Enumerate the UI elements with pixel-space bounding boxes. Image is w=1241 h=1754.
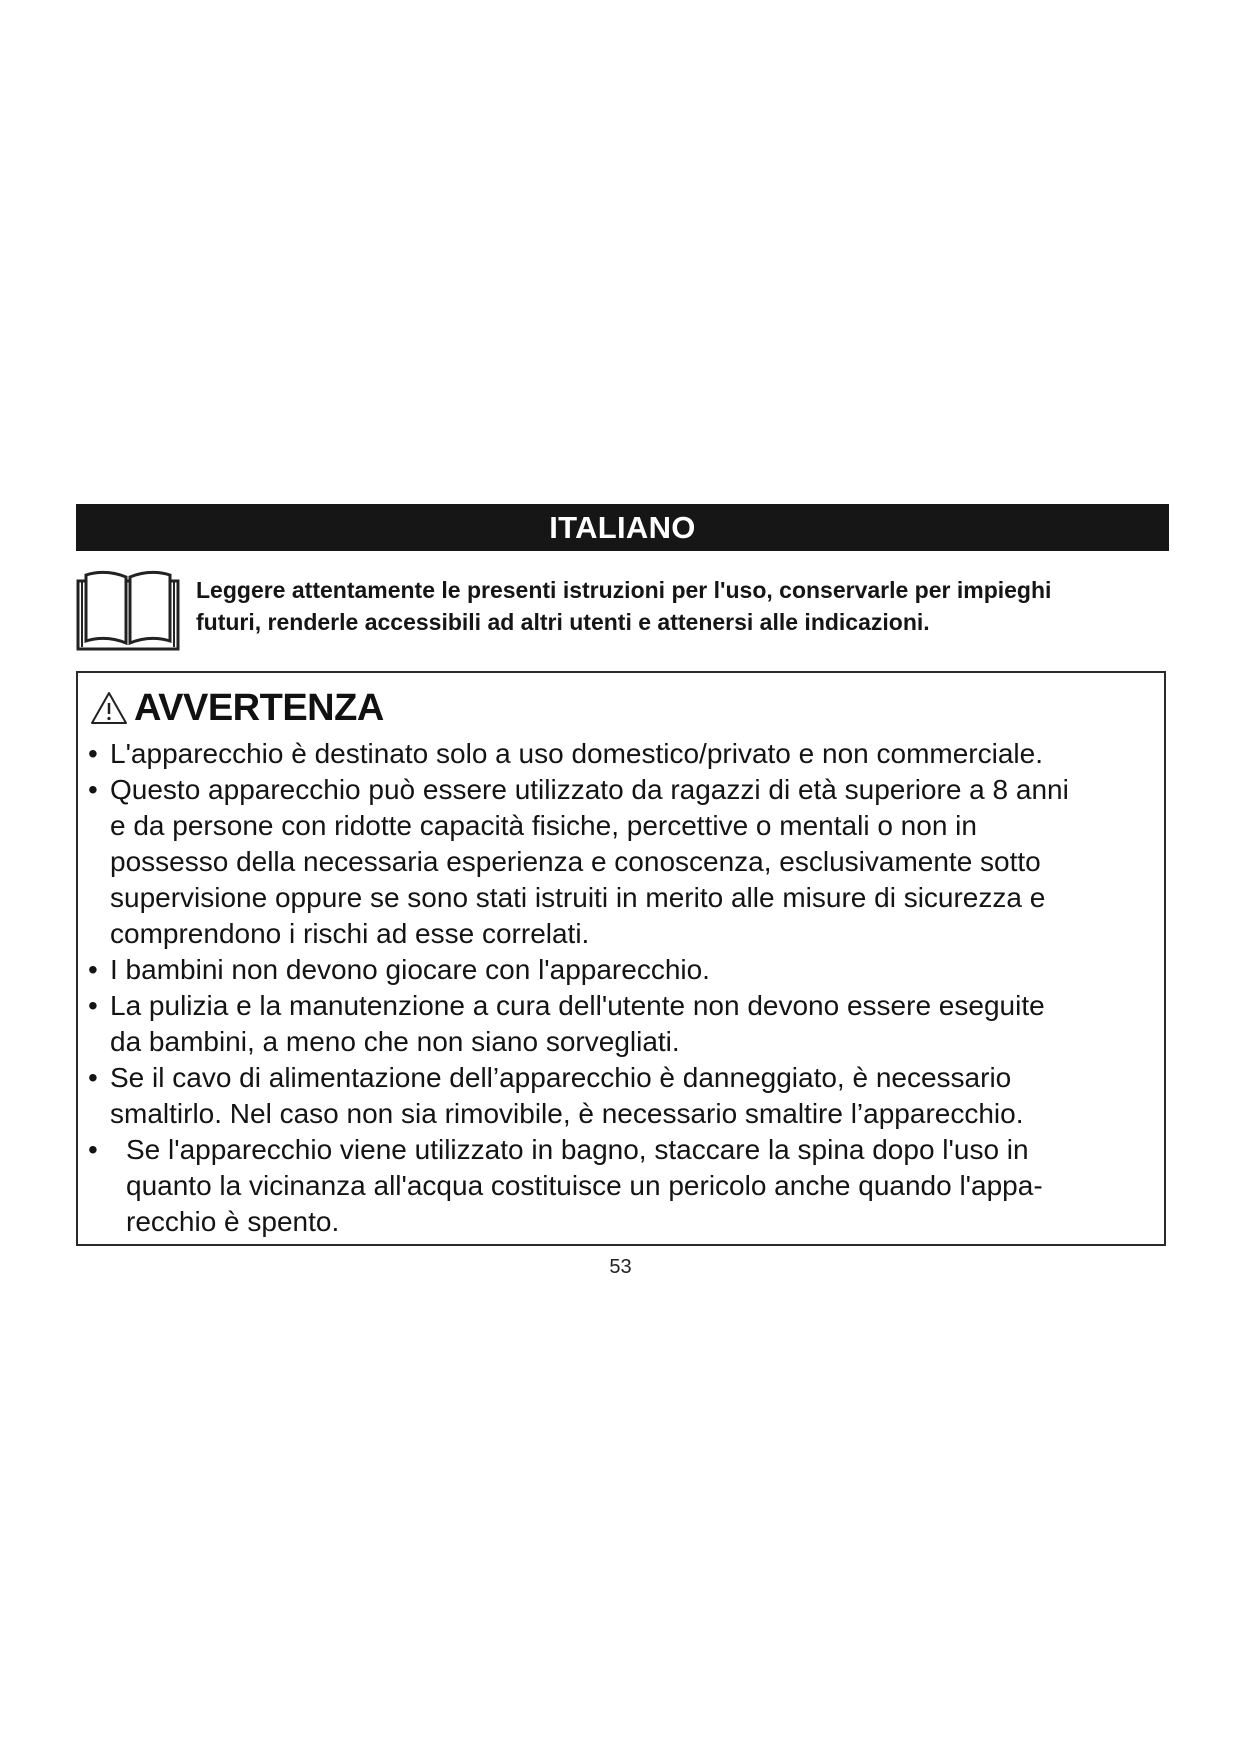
list-item: • La pulizia e la manutenzione a cura dell'utente non devono essere eseguite da bambini, a meno che non siano sorvegliati. bbox=[88, 990, 1045, 1057]
intro-line: futuri, renderle accessibili ad altri utenti e attenersi alle indicazioni. bbox=[196, 609, 930, 635]
intro-line: Leggere attentamente le presenti istruzioni per l'uso, conservarle per impieghi bbox=[196, 577, 1052, 603]
intro-text bbox=[196, 574, 1156, 638]
book-icon bbox=[76, 567, 180, 651]
warning-triangle-icon bbox=[90, 691, 128, 725]
bullet-icon: • bbox=[88, 1062, 98, 1093]
list-item: • L'apparecchio è destinato solo a uso domestico/privato e non commerciale. bbox=[88, 736, 1158, 772]
list-item: • I bambini non devono giocare con l'apparecchio. bbox=[88, 952, 1158, 988]
bullet-icon: • bbox=[88, 1134, 98, 1165]
list-item: • Questo apparecchio può essere utilizzato da ragazzi di età superiore a 8 anni e da persone con ridotte capacità fisiche, percettive o mentali o non in possesso della necessaria esperienza e conoscenza, esclusivamente sotto supervisione oppure se sono stati istruiti in merito alle misure di sicurezza e comprendono i rischi ad esse correlati. bbox=[88, 774, 1069, 949]
language-header: ITALIANO bbox=[76, 504, 1169, 551]
bullet-icon: • bbox=[88, 990, 98, 1021]
bullet-icon: • bbox=[88, 774, 98, 805]
warning-title: AVVERTENZA bbox=[134, 686, 384, 729]
bullet-icon: • bbox=[88, 954, 98, 985]
list-item: • Se il cavo di alimentazione dell’apparecchio è danneggiato, è necessario smaltirlo. Nel caso non sia rimovibile, è necessario smaltire l’apparecchio. bbox=[88, 1062, 1024, 1129]
bullet-icon: • bbox=[88, 738, 98, 769]
warning-list bbox=[88, 736, 1158, 1240]
list-item: • Se l'apparecchio viene utilizzato in bagno, staccare la spina dopo l'uso in quanto la vicinanza all'acqua costituisce un pericolo anche quando l'appa- recchio è spento. bbox=[88, 1134, 1043, 1237]
warning-box bbox=[76, 671, 1166, 1246]
page-number: 53 bbox=[609, 1256, 632, 1278]
warning-heading bbox=[90, 685, 384, 731]
